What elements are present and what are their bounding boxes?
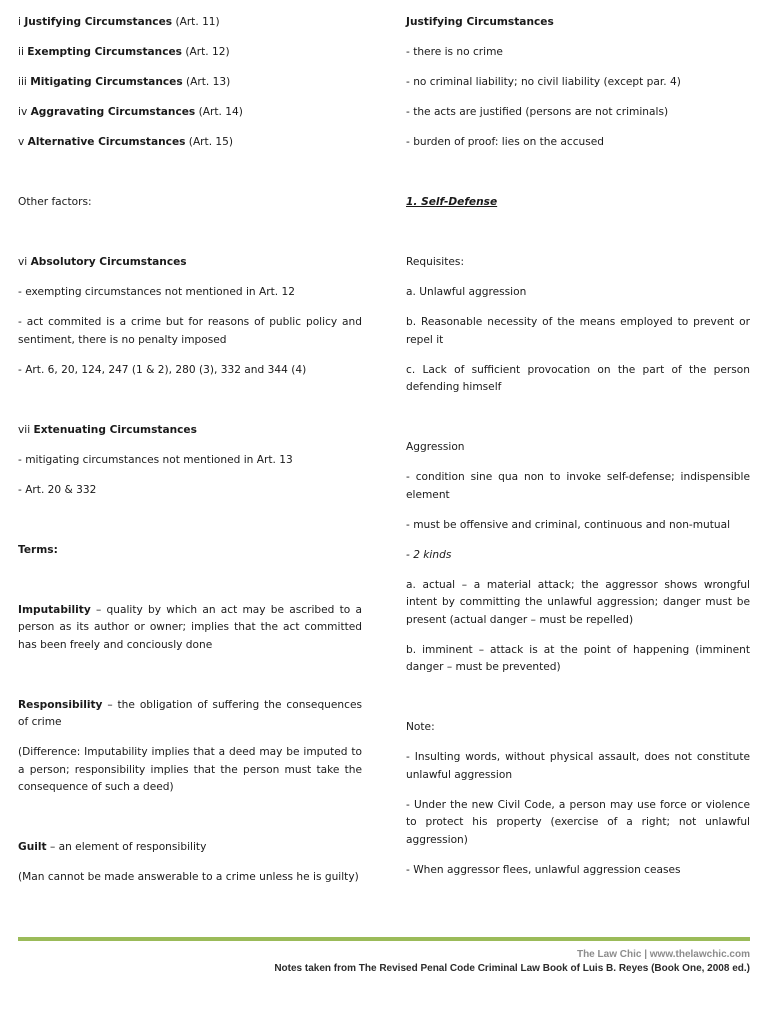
right-column <box>406 14 750 892</box>
left-column <box>18 14 362 899</box>
list-item: - must be offensive and criminal, continuous and non-mutual <box>406 518 731 531</box>
list-item: c. Lack of sufficient provocation on the part of the person defending himself <box>406 363 750 393</box>
list-item: - Insulting words, without physical assault, does not constitute unlawful aggression <box>406 751 750 781</box>
list-item: b. imminent – attack is at the point of happening (imminent danger – must be prevented) <box>406 643 750 673</box>
list-item: iii Mitigating Circumstances (Art. 13) <box>18 76 231 88</box>
list-item: - act commited is a crime but for reasons of public policy and sentiment, there is no penalty imposed <box>18 316 362 346</box>
self-defense-heading: 1. Self-Defense <box>406 196 498 208</box>
note-label: Note: <box>406 721 435 733</box>
section-heading: Justifying Circumstances <box>406 16 554 28</box>
definition-guilt: Guilt – an element of responsibility <box>18 841 207 853</box>
difference-note: (Difference: Imputability implies that a deed may be imputed to a person; responsibility implies that the person must take the consequence of such a deed) <box>18 746 362 793</box>
requisites-label: Requisites: <box>406 256 465 268</box>
aggression-label: Aggression <box>406 441 465 453</box>
list-item: iv Aggravating Circumstances (Art. 14) <box>18 106 243 118</box>
definition-responsibility: Responsibility – the obligation of suffering the consequences of crime <box>18 698 362 728</box>
list-item: - Art. 20 & 332 <box>18 483 97 496</box>
footer-site: The Law Chic | www.thelawchic.com <box>576 949 750 960</box>
list-item: b. Reasonable necessity of the means employed to prevent or repel it <box>406 316 750 346</box>
list-item: - exempting circumstances not mentioned in Art. 12 <box>18 286 295 298</box>
section-heading: vii Extenuating Circumstances <box>18 423 197 436</box>
footer <box>274 948 750 976</box>
list-item: - burden of proof: lies on the accused <box>406 136 605 148</box>
list-item: ii Exempting Circumstances (Art. 12) <box>18 46 230 58</box>
list-item: - Under the new Civil Code, a person may use force or violence to protect his property (exercise of a right; not unlawful aggression) <box>406 798 750 846</box>
guilt-note: (Man cannot be made answerable to a crime unless he is guilty) <box>18 871 359 883</box>
footer-divider <box>18 937 750 941</box>
terms-heading: Terms: <box>18 543 58 556</box>
footer-source: Notes taken from The Revised Penal Code Criminal Law Book of Luis B. Reyes (Book One, 2008 ed.) <box>274 963 750 974</box>
list-item: - the acts are justified (persons are not criminals) <box>406 106 669 118</box>
kinds-label: - 2 kinds <box>406 548 452 561</box>
list-item: a. Unlawful aggression <box>406 286 527 298</box>
section-heading: vi Absolutory Circumstances <box>18 256 187 268</box>
list-item: a. actual – a material attack; the aggressor shows wrongful intent by committing the unlawful aggression; danger must be present (actual danger – must be repelled) <box>406 578 750 626</box>
list-item: - When aggressor flees, unlawful aggression ceases <box>406 863 681 876</box>
other-factors-label: Other factors: <box>18 196 92 208</box>
list-item: - no criminal liability; no civil liability (except par. 4) <box>406 76 681 88</box>
list-item: - there is no crime <box>406 46 503 58</box>
list-item: - mitigating circumstances not mentioned in Art. 13 <box>18 453 293 466</box>
list-item: - Art. 6, 20, 124, 247 (1 & 2), 280 (3), 332 and 344 (4) <box>18 363 307 376</box>
list-item: - condition sine qua non to invoke self-defense; indispensible element <box>406 471 750 501</box>
list-item: v Alternative Circumstances (Art. 15) <box>18 136 234 148</box>
definition-imputability: Imputability – quality by which an act may be ascribed to a person as its author or owner; implies that the act committed has been freely and conciously done <box>18 603 362 651</box>
list-item: i Justifying Circumstances (Art. 11) <box>18 16 220 28</box>
